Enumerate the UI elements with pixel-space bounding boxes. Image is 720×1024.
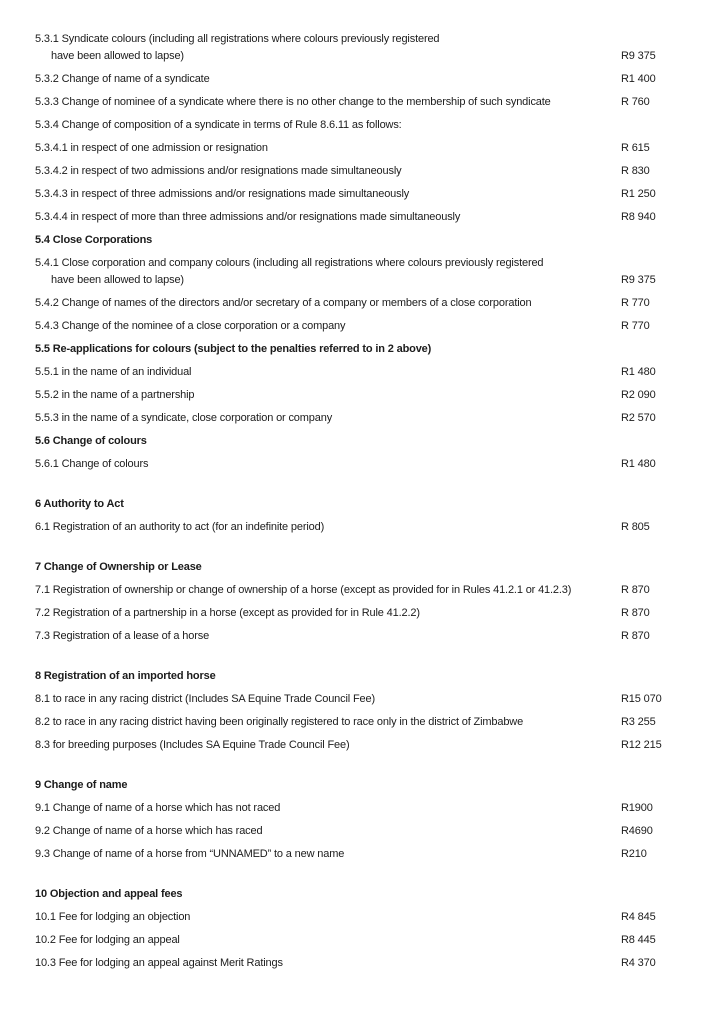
fee-item-price: R2 570 (621, 412, 656, 424)
fee-item-text: 5.3.4.2 in respect of two admissions and/or resignations made simultaneously (35, 165, 402, 177)
fee-item-price: R8 445 (621, 934, 656, 946)
fee-item-text: 10.1 Fee for lodging an objection (35, 911, 191, 923)
fee-item (35, 846, 720, 863)
section-heading-text: 8 Registration of an imported horse (35, 670, 216, 682)
fee-item-text: 6.1 Registration of an authority to act (for an indefinite period) (35, 521, 325, 533)
fee-item-text: 9.2 Change of name of a horse which has raced (35, 825, 263, 837)
section-heading (35, 496, 720, 513)
section-heading-text: 6 Authority to Act (35, 498, 124, 510)
fee-item (35, 186, 720, 203)
fee-item (35, 800, 720, 817)
section-heading-text: 10 Objection and appeal fees (35, 888, 183, 900)
fee-item-text: 7.2 Registration of a partnership in a horse (except as provided for in Rule 41.2.2) (35, 607, 420, 619)
fee-item (35, 410, 720, 427)
fee-item-text: 5.3.4.1 in respect of one admission or resignation (35, 142, 268, 154)
fee-item (35, 318, 720, 335)
fee-item (35, 605, 720, 622)
fee-item-text: have been allowed to lapse) (51, 50, 184, 62)
fee-item (35, 163, 720, 180)
fee-item-text: 8.2 to race in any racing district having been originally registered to race only in the district of Zimbabwe (35, 716, 524, 728)
section-heading (35, 341, 720, 358)
fee-item-price: R 770 (621, 297, 650, 309)
fee-item-price: R 615 (621, 142, 650, 154)
fee-item (35, 255, 720, 289)
fee-item (35, 71, 720, 88)
fee-item-text: 5.5.2 in the name of a partnership (35, 389, 195, 401)
fee-item (35, 737, 720, 754)
fee-item (35, 714, 720, 731)
fee-list (35, 31, 720, 972)
fee-item (35, 94, 720, 111)
fee-item (35, 387, 720, 404)
fee-item-text: 7.1 Registration of ownership or change of ownership of a horse (except as provided for in Rules 41.2.1 or 41.2.3) (35, 584, 572, 596)
fee-item-text: 5.3.4.3 in respect of three admissions and/or resignations made simultaneously (35, 188, 410, 200)
fee-item (35, 823, 720, 840)
fee-item (35, 932, 720, 949)
fee-item-price: R1 250 (621, 188, 656, 200)
section-heading (35, 777, 720, 794)
fee-item-price: R3 255 (621, 716, 656, 728)
fee-item-price: R1 480 (621, 458, 656, 470)
fee-item-text: 8.3 for breeding purposes (Includes SA Equine Trade Council Fee) (35, 739, 350, 751)
fee-item-price: R15 070 (621, 693, 662, 705)
fee-item (35, 295, 720, 312)
fee-item-text: 7.3 Registration of a lease of a horse (35, 630, 210, 642)
section-heading-text: 7 Change of Ownership or Lease (35, 561, 202, 573)
section-heading (35, 232, 720, 249)
fee-item (35, 955, 720, 972)
fee-item-text: 5.3.2 Change of name of a syndicate (35, 73, 210, 85)
fee-item-price: R210 (621, 848, 647, 860)
fee-item-price: R9 375 (621, 274, 656, 286)
fee-item-price: R 760 (621, 96, 650, 108)
fee-item-text: have been allowed to lapse) (51, 274, 184, 286)
fee-item-text: 9.1 Change of name of a horse which has not raced (35, 802, 281, 814)
fee-item-price: R4690 (621, 825, 653, 837)
section-heading (35, 559, 720, 576)
fee-item (35, 364, 720, 381)
fee-item-text: 9.3 Change of name of a horse from “UNNAMED” to a new name (35, 848, 345, 860)
fee-item-text: 5.3.3 Change of nominee of a syndicate where there is no other change to the membership of such syndicate (35, 96, 551, 108)
fee-item-price: R4 845 (621, 911, 656, 923)
fee-item (35, 209, 720, 226)
fee-item-price: R9 375 (621, 50, 656, 62)
fee-item (35, 519, 720, 536)
fee-item-price: R4 370 (621, 957, 656, 969)
section-heading-text: 5.5 Re-applications for colours (subject to the penalties referred to in 2 above) (35, 343, 432, 355)
fee-item (35, 582, 720, 599)
fee-item-text: 5.3.4.4 in respect of more than three admissions and/or resignations made simultaneously (35, 211, 461, 223)
fee-item-price: R 870 (621, 584, 650, 596)
fee-item-price: R 770 (621, 320, 650, 332)
fee-item-price: R 870 (621, 607, 650, 619)
fee-item (35, 691, 720, 708)
fee-item-text: 5.3.1 Syndicate colours (including all registrations where colours previously registered (35, 33, 440, 45)
fee-item-price: R 870 (621, 630, 650, 642)
fee-item-text: 8.1 to race in any racing district (Includes SA Equine Trade Council Fee) (35, 693, 376, 705)
section-heading (35, 886, 720, 903)
fee-item (35, 31, 720, 65)
fee-item-price: R 830 (621, 165, 650, 177)
fee-item-price: R1900 (621, 802, 653, 814)
fee-item-text: 5.3.4 Change of composition of a syndicate in terms of Rule 8.6.11 as follows: (35, 119, 402, 131)
fee-item-text: 5.4.3 Change of the nominee of a close corporation or a company (35, 320, 346, 332)
fee-item (35, 456, 720, 473)
fee-item (35, 628, 720, 645)
fee-item (35, 117, 720, 134)
fee-item-text: 10.2 Fee for lodging an appeal (35, 934, 180, 946)
fee-item-price: R1 480 (621, 366, 656, 378)
fee-item-price: R12 215 (621, 739, 662, 751)
fee-item-text: 10.3 Fee for lodging an appeal against Merit Ratings (35, 957, 283, 969)
fee-item-text: 5.4.1 Close corporation and company colours (including all registrations where colours previously registered (35, 257, 544, 269)
fee-item-text: 5.5.1 in the name of an individual (35, 366, 192, 378)
fee-item-text: 5.4.2 Change of names of the directors and/or secretary of a company or members of a close corporation (35, 297, 532, 309)
fee-item-text: 5.5.3 in the name of a syndicate, close corporation or company (35, 412, 333, 424)
section-heading (35, 668, 720, 685)
fee-item (35, 140, 720, 157)
fee-item-price: R 805 (621, 521, 650, 533)
section-heading-text: 5.6 Change of colours (35, 435, 147, 447)
fee-item (35, 909, 720, 926)
section-heading-text: 9 Change of name (35, 779, 128, 791)
fee-item-price: R2 090 (621, 389, 656, 401)
section-heading (35, 433, 720, 450)
section-heading-text: 5.4 Close Corporations (35, 234, 153, 246)
fee-item-text: 5.6.1 Change of colours (35, 458, 149, 470)
fee-item-price: R8 940 (621, 211, 656, 223)
fee-item-price: R1 400 (621, 73, 656, 85)
